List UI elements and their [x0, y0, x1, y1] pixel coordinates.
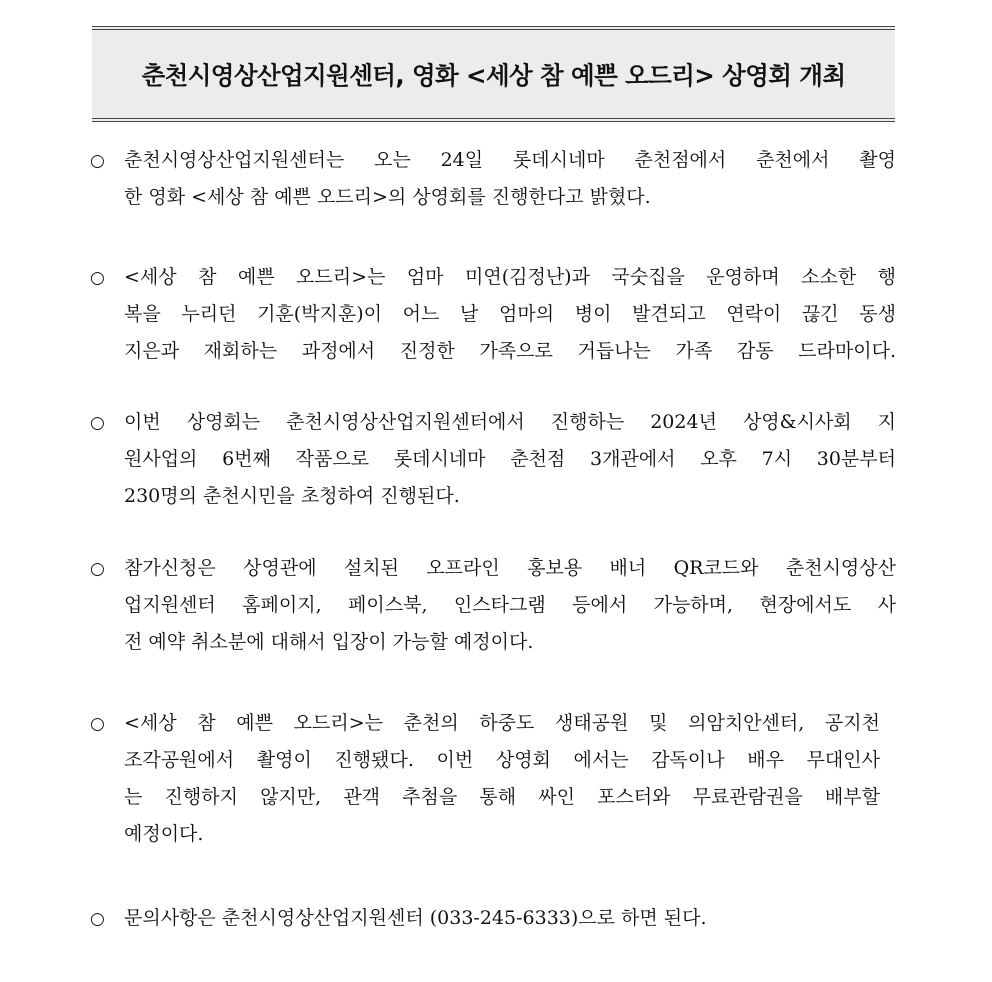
title-box — [92, 26, 895, 122]
paragraph-text: 이번 상영회는 춘천시영상산업지원센터에서 진행하는 2024년 상영&시사회 지 — [124, 411, 896, 433]
paragraph-line: 전 예약 취소분에 대해서 입장이 가능할 예정이다. — [124, 631, 534, 653]
paragraph-4 — [90, 550, 896, 661]
bullet-circle-icon: ○ — [90, 151, 105, 171]
paragraph-1 — [90, 142, 896, 216]
bullet-circle-icon: ○ — [90, 714, 105, 734]
paragraph-line: 복을 누리던 기훈(박지훈)이 어느 날 엄마의 병이 발견되고 연락이 끊긴 동생 — [124, 303, 896, 325]
paragraph-line: 업지원센터 홈페이지, 페이스북, 인스타그램 등에서 가능하며, 현장에서도 사 — [124, 594, 896, 616]
paragraph-line: 지은과 재회하는 과정에서 진정한 가족으로 거듭나는 가족 감동 드라마이다. — [124, 340, 896, 362]
paragraph-2 — [90, 259, 896, 370]
paragraph-line: 한 영화 <세상 참 예쁜 오드리>의 상영회를 진행한다고 밝혔다. — [124, 186, 651, 208]
paragraph-line — [90, 550, 896, 587]
paragraph-6 — [90, 900, 896, 937]
bullet-circle-icon: ○ — [90, 413, 105, 433]
bullet-circle-icon: ○ — [90, 559, 105, 579]
paragraph-3 — [90, 404, 896, 515]
paragraph-line — [90, 259, 896, 296]
paragraph-text: <세상 참 예쁜 오드리>는 춘천의 하중도 생태공원 및 의암치안센터, 공지천 — [124, 712, 880, 734]
document-title: 춘천시영상산업지원센터, 영화 <세상 참 예쁜 오드리> 상영회 개최 — [141, 60, 846, 90]
paragraph-line — [90, 142, 896, 179]
paragraph-line: 는 진행하지 않지만, 관객 추첨을 통해 싸인 포스터와 무료관람권을 배부할 — [124, 786, 880, 808]
paragraph-line — [90, 404, 896, 441]
paragraph-line — [90, 900, 896, 937]
bullet-circle-icon: ○ — [90, 909, 105, 929]
paragraph-line: 원사업의 6번째 작품으로 롯데시네마 춘천점 3개관에서 오후 7시 30분부터 — [124, 448, 896, 470]
paragraph-text: 참가신청은 상영관에 설치된 오프라인 홍보용 배너 QR코드와 춘천시영상산 — [124, 557, 896, 579]
paragraph-line: 조각공원에서 촬영이 진행됐다. 이번 상영회 에서는 감독이나 배우 무대인사 — [124, 749, 880, 771]
paragraph-text: 문의사항은 춘천시영상산업지원센터 (033-245-6333)으로 하면 된다. — [124, 907, 707, 929]
paragraph-line: 예정이다. — [124, 823, 204, 845]
paragraph-line: 230명의 춘천시민을 초청하여 진행된다. — [124, 485, 460, 507]
paragraph-text: <세상 참 예쁜 오드리>는 엄마 미연(김정난)과 국숫집을 운영하며 소소한 행 — [124, 266, 896, 288]
paragraph-line — [90, 705, 880, 742]
bullet-circle-icon: ○ — [90, 268, 105, 288]
paragraph-5 — [90, 705, 880, 853]
paragraph-text: 춘천시영상산업지원센터는 오는 24일 롯데시네마 춘천점에서 춘천에서 촬영 — [124, 149, 896, 171]
